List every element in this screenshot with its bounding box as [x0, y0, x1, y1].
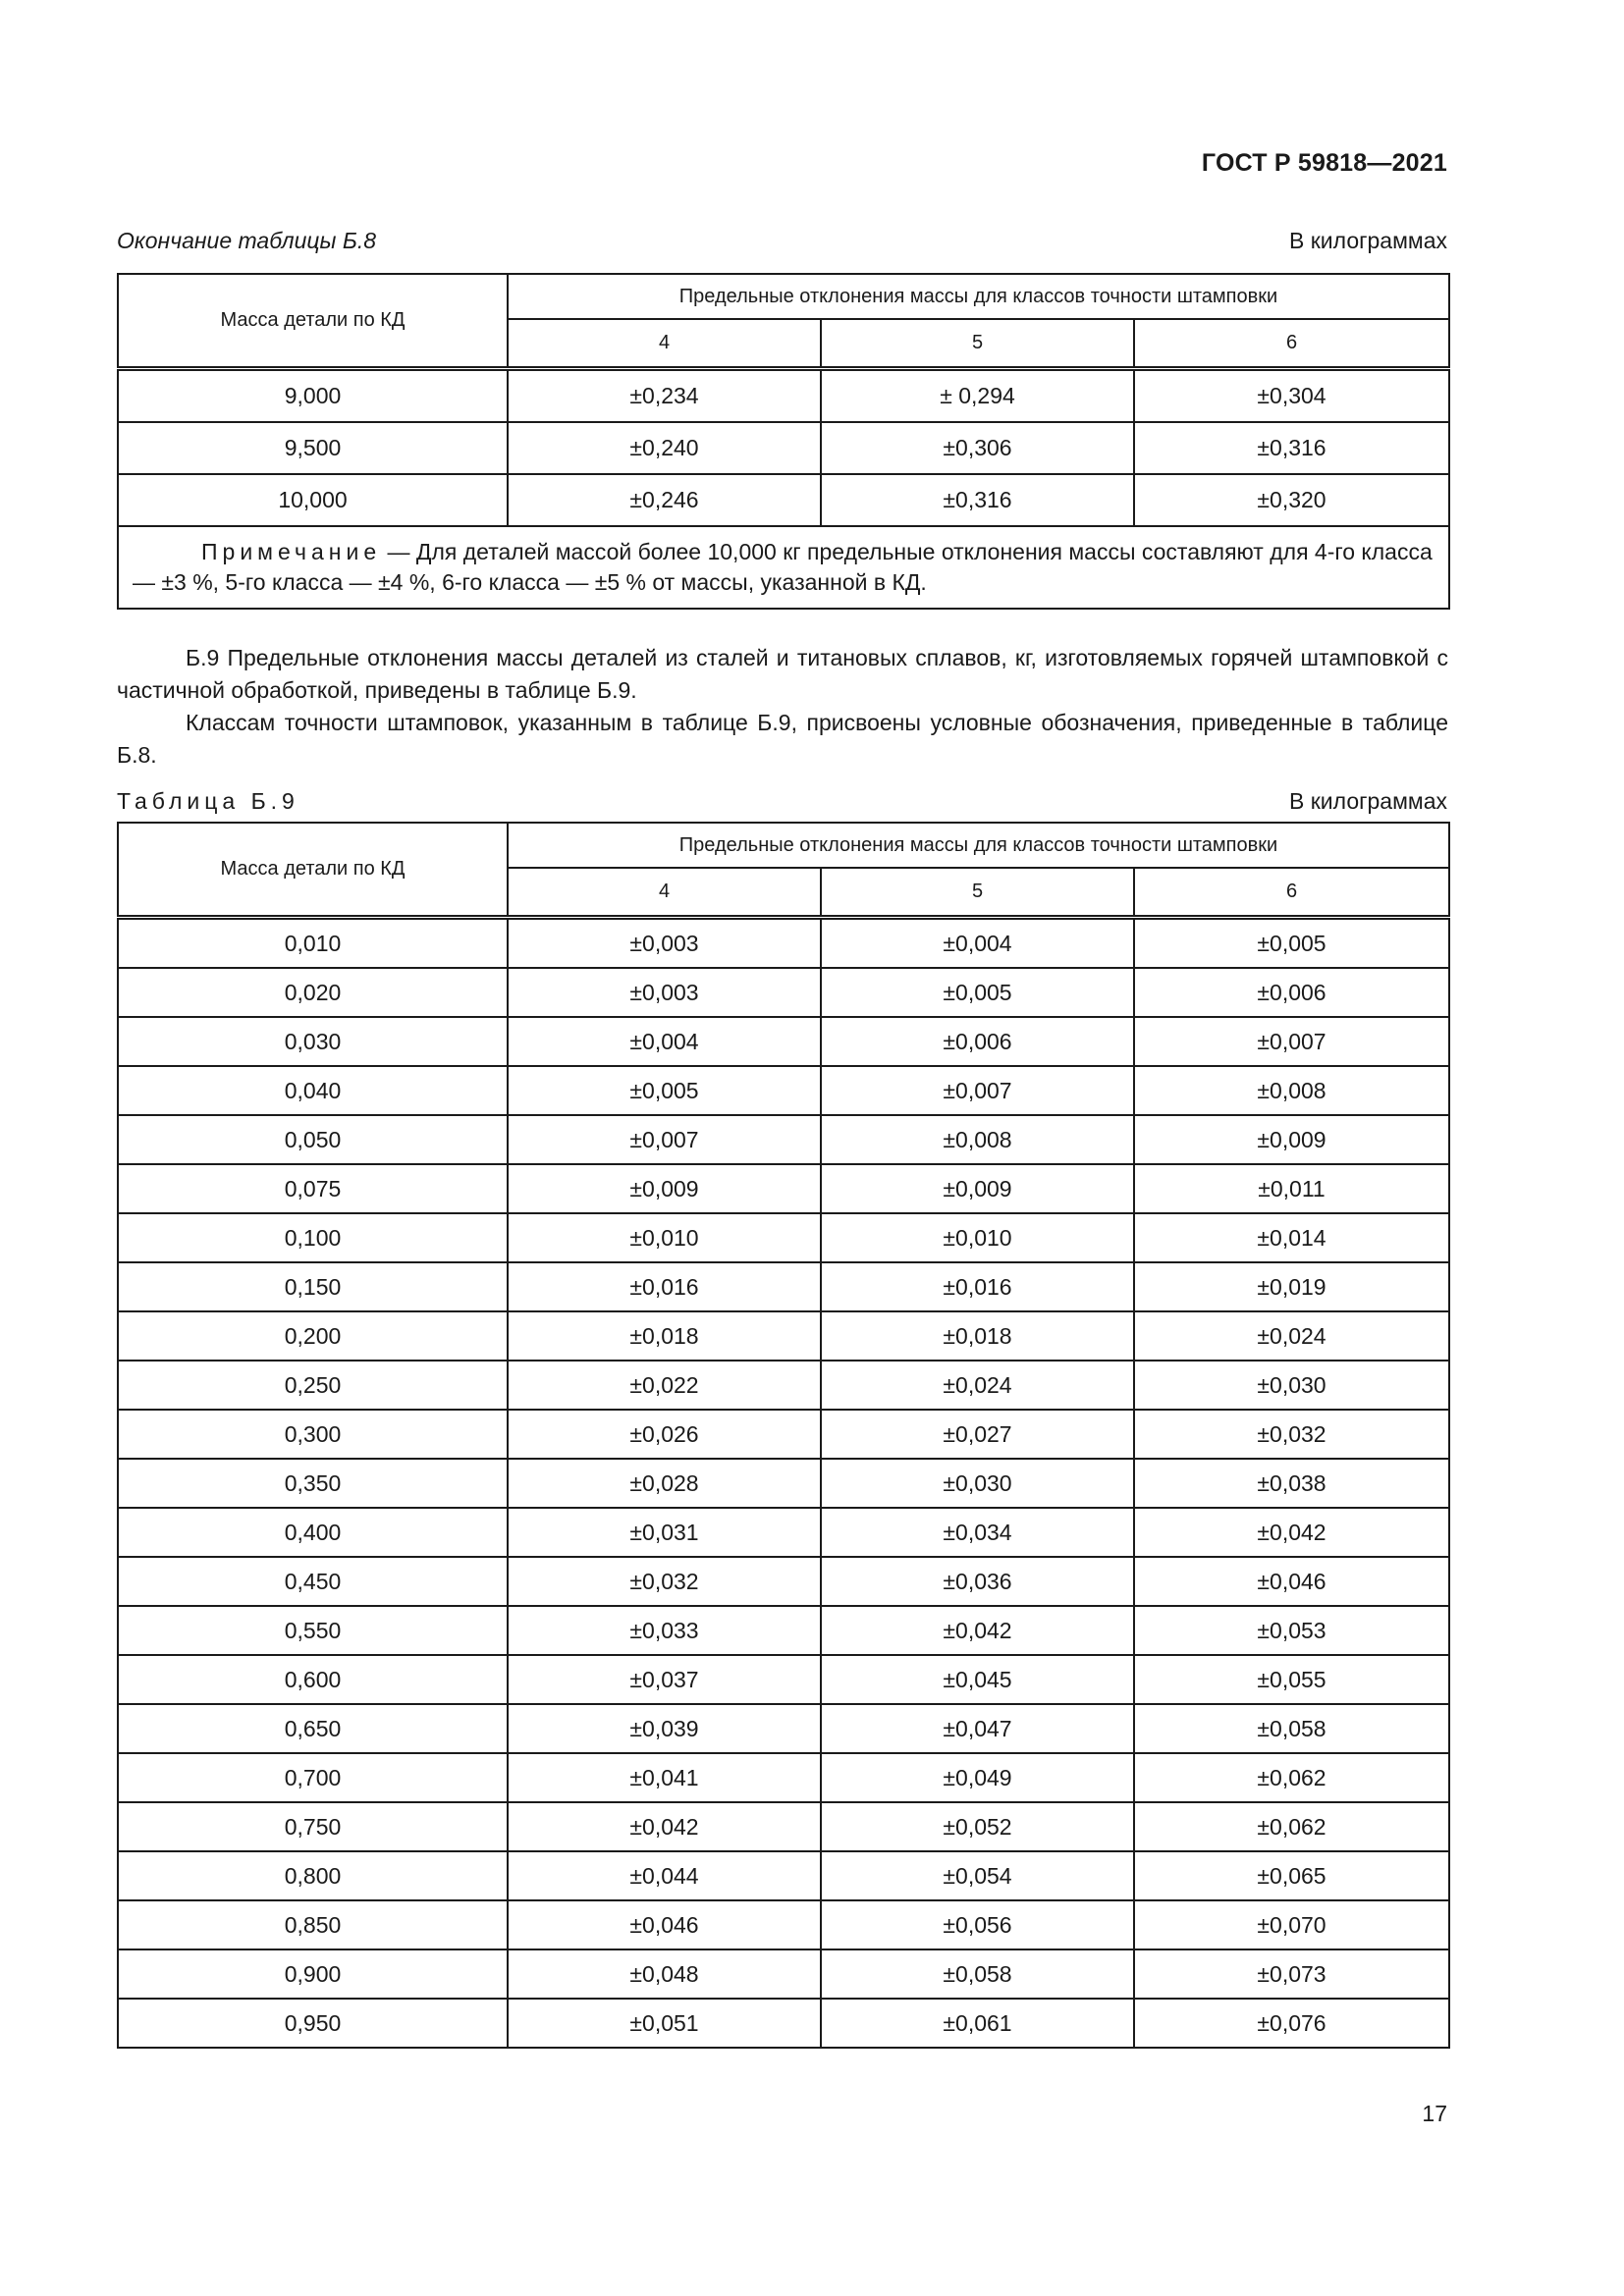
deviation-cell: ±0,004: [821, 918, 1134, 969]
deviation-cell: ±0,028: [508, 1459, 821, 1508]
deviation-cell: ±0,061: [821, 1999, 1134, 2048]
deviation-cell: ±0,024: [821, 1361, 1134, 1410]
deviation-cell: ±0,003: [508, 918, 821, 969]
deviation-cell: ±0,042: [1134, 1508, 1449, 1557]
table9-caption: Таблица Б.9: [117, 788, 299, 814]
mass-cell: 0,250: [118, 1361, 508, 1410]
mass-cell: 0,020: [118, 968, 508, 1017]
mass-cell: 0,010: [118, 918, 508, 969]
deviation-cell: ±0,049: [821, 1753, 1134, 1802]
deviation-cell: ±0,054: [821, 1851, 1134, 1900]
mass-cell: 0,600: [118, 1655, 508, 1704]
mass-cell: 9,000: [118, 369, 508, 423]
body-text: [117, 642, 1448, 772]
mass-cell: 0,950: [118, 1999, 508, 2048]
deviation-cell: ±0,018: [821, 1311, 1134, 1361]
deviation-cell: ±0,046: [1134, 1557, 1449, 1606]
deviation-cell: ±0,053: [1134, 1606, 1449, 1655]
deviation-cell: ±0,306: [821, 422, 1134, 474]
deviation-cell: ±0,051: [508, 1999, 821, 2048]
deviation-cell: ± 0,294: [821, 369, 1134, 423]
deviation-cell: ±0,046: [508, 1900, 821, 1949]
deviation-cell: ±0,036: [821, 1557, 1134, 1606]
mass-cell: 0,900: [118, 1949, 508, 1999]
table-row: [118, 422, 1449, 474]
deviation-cell: ±0,073: [1134, 1949, 1449, 1999]
table9-caption-row: [117, 788, 1447, 815]
deviation-cell: ±0,240: [508, 422, 821, 474]
deviation-cell: ±0,008: [821, 1115, 1134, 1164]
document-code: ГОСТ Р 59818—2021: [1201, 149, 1447, 177]
deviation-cell: ±0,005: [1134, 918, 1449, 969]
deviation-cell: ±0,042: [508, 1802, 821, 1851]
table-row: [118, 1900, 1449, 1949]
deviation-cell: ±0,316: [1134, 422, 1449, 474]
paragraph: Классам точности штамповок, указанным в таблице Б.9, присвоены условные обозначения, приведенные в таблице Б.8.: [117, 710, 1448, 768]
table-row: [118, 1655, 1449, 1704]
deviation-cell: ±0,032: [1134, 1410, 1449, 1459]
table-row: [118, 1066, 1449, 1115]
table-row: [118, 1262, 1449, 1311]
deviation-cell: ±0,007: [1134, 1017, 1449, 1066]
table-row: [118, 1115, 1449, 1164]
table9-header-class: 5: [821, 868, 1134, 918]
table8-header-group: Предельные отклонения массы для классов точности штамповки: [508, 274, 1449, 319]
deviation-cell: ±0,022: [508, 1361, 821, 1410]
mass-cell: 0,150: [118, 1262, 508, 1311]
table-row: [118, 369, 1449, 423]
deviation-cell: ±0,044: [508, 1851, 821, 1900]
table-row: [118, 1851, 1449, 1900]
mass-cell: 0,075: [118, 1164, 508, 1213]
note-label: Примечание: [201, 539, 382, 564]
deviation-cell: ±0,065: [1134, 1851, 1449, 1900]
deviation-cell: ±0,058: [1134, 1704, 1449, 1753]
deviation-cell: ±0,030: [821, 1459, 1134, 1508]
deviation-cell: ±0,024: [1134, 1311, 1449, 1361]
deviation-cell: ±0,246: [508, 474, 821, 526]
mass-cell: 0,350: [118, 1459, 508, 1508]
table-row: [118, 474, 1449, 526]
mass-cell: 0,030: [118, 1017, 508, 1066]
table9-header-mass: Масса детали по КД: [118, 823, 508, 918]
mass-cell: 0,800: [118, 1851, 508, 1900]
deviation-cell: ±0,010: [508, 1213, 821, 1262]
table8-header-mass: Масса детали по КД: [118, 274, 508, 369]
deviation-cell: ±0,304: [1134, 369, 1449, 423]
deviation-cell: ±0,027: [821, 1410, 1134, 1459]
table8-header-class: 4: [508, 319, 821, 369]
table9-units: В килограммах: [1289, 788, 1447, 814]
deviation-cell: ±0,045: [821, 1655, 1134, 1704]
table9-header-class: 6: [1134, 868, 1449, 918]
deviation-cell: ±0,008: [1134, 1066, 1449, 1115]
deviation-cell: ±0,019: [1134, 1262, 1449, 1311]
deviation-cell: ±0,034: [821, 1508, 1134, 1557]
table-row: [118, 968, 1449, 1017]
table-row: [118, 1704, 1449, 1753]
deviation-cell: ±0,042: [821, 1606, 1134, 1655]
table-row: [118, 1508, 1449, 1557]
deviation-cell: ±0,062: [1134, 1802, 1449, 1851]
table9-header-class: 4: [508, 868, 821, 918]
deviation-cell: ±0,033: [508, 1606, 821, 1655]
table9-body: [118, 918, 1449, 2049]
mass-cell: 0,700: [118, 1753, 508, 1802]
mass-cell: 0,450: [118, 1557, 508, 1606]
mass-cell: 9,500: [118, 422, 508, 474]
table-row: [118, 918, 1449, 969]
deviation-cell: ±0,005: [821, 968, 1134, 1017]
deviation-cell: ±0,076: [1134, 1999, 1449, 2048]
deviation-cell: ±0,031: [508, 1508, 821, 1557]
mass-cell: 0,850: [118, 1900, 508, 1949]
deviation-cell: ±0,006: [1134, 968, 1449, 1017]
deviation-cell: ±0,030: [1134, 1361, 1449, 1410]
deviation-cell: ±0,316: [821, 474, 1134, 526]
deviation-cell: ±0,016: [821, 1262, 1134, 1311]
deviation-cell: ±0,038: [1134, 1459, 1449, 1508]
deviation-cell: ±0,009: [1134, 1115, 1449, 1164]
table8-units: В килограммах: [1289, 228, 1447, 253]
mass-cell: 10,000: [118, 474, 508, 526]
mass-cell: 0,050: [118, 1115, 508, 1164]
table-row: [118, 1753, 1449, 1802]
paragraph: Б.9 Предельные отклонения массы деталей из сталей и титановых сплавов, кг, изготовляемых горячей штамповкой с частичной обработкой, приведены в таблице Б.9.: [117, 645, 1448, 703]
deviation-cell: ±0,047: [821, 1704, 1134, 1753]
deviation-cell: ±0,056: [821, 1900, 1134, 1949]
table9: [117, 822, 1450, 2049]
mass-cell: 0,750: [118, 1802, 508, 1851]
mass-cell: 0,400: [118, 1508, 508, 1557]
deviation-cell: ±0,058: [821, 1949, 1134, 1999]
table-row: [118, 1164, 1449, 1213]
deviation-cell: ±0,010: [821, 1213, 1134, 1262]
deviation-cell: ±0,026: [508, 1410, 821, 1459]
deviation-cell: ±0,016: [508, 1262, 821, 1311]
deviation-cell: ±0,039: [508, 1704, 821, 1753]
table-row: [118, 1410, 1449, 1459]
deviation-cell: ±0,041: [508, 1753, 821, 1802]
table-row: [118, 1311, 1449, 1361]
table8-note: [118, 526, 1449, 609]
deviation-cell: ±0,006: [821, 1017, 1134, 1066]
table8-body: [118, 369, 1449, 527]
table-row: [118, 1213, 1449, 1262]
table-row: [118, 1361, 1449, 1410]
deviation-cell: ±0,009: [821, 1164, 1134, 1213]
deviation-cell: ±0,070: [1134, 1900, 1449, 1949]
mass-cell: 0,200: [118, 1311, 508, 1361]
mass-cell: 0,100: [118, 1213, 508, 1262]
deviation-cell: ±0,009: [508, 1164, 821, 1213]
deviation-cell: ±0,048: [508, 1949, 821, 1999]
deviation-cell: ±0,007: [508, 1115, 821, 1164]
deviation-cell: ±0,005: [508, 1066, 821, 1115]
table-row: [118, 1949, 1449, 1999]
mass-cell: 0,550: [118, 1606, 508, 1655]
deviation-cell: ±0,018: [508, 1311, 821, 1361]
deviation-cell: ±0,052: [821, 1802, 1134, 1851]
note-text: — Для деталей массой более 10,000 кг предельные отклонения массы составляют для 4-го класса — ±3 %, 5-го класса — ±4 %, 6-го класса — ±5 % от массы, указанной в КД.: [133, 539, 1433, 595]
deviation-cell: ±0,032: [508, 1557, 821, 1606]
page-number: 17: [1422, 2101, 1447, 2126]
table8: [117, 273, 1450, 610]
table8-caption-row: [117, 228, 1447, 254]
table8-header-class: 5: [821, 319, 1134, 369]
table8-caption: Окончание таблицы Б.8: [117, 228, 377, 253]
deviation-cell: ±0,234: [508, 369, 821, 423]
deviation-cell: ±0,011: [1134, 1164, 1449, 1213]
deviation-cell: ±0,014: [1134, 1213, 1449, 1262]
table9-header-group: Предельные отклонения массы для классов точности штамповки: [508, 823, 1449, 868]
deviation-cell: ±0,037: [508, 1655, 821, 1704]
deviation-cell: ±0,003: [508, 968, 821, 1017]
deviation-cell: ±0,007: [821, 1066, 1134, 1115]
mass-cell: 0,650: [118, 1704, 508, 1753]
table8-header-class: 6: [1134, 319, 1449, 369]
table-row: [118, 1459, 1449, 1508]
deviation-cell: ±0,055: [1134, 1655, 1449, 1704]
table-row: [118, 1557, 1449, 1606]
table-row: [118, 1802, 1449, 1851]
table-row: [118, 1017, 1449, 1066]
table-row: [118, 1606, 1449, 1655]
table-row: [118, 1999, 1449, 2048]
deviation-cell: ±0,320: [1134, 474, 1449, 526]
mass-cell: 0,300: [118, 1410, 508, 1459]
deviation-cell: ±0,062: [1134, 1753, 1449, 1802]
deviation-cell: ±0,004: [508, 1017, 821, 1066]
mass-cell: 0,040: [118, 1066, 508, 1115]
